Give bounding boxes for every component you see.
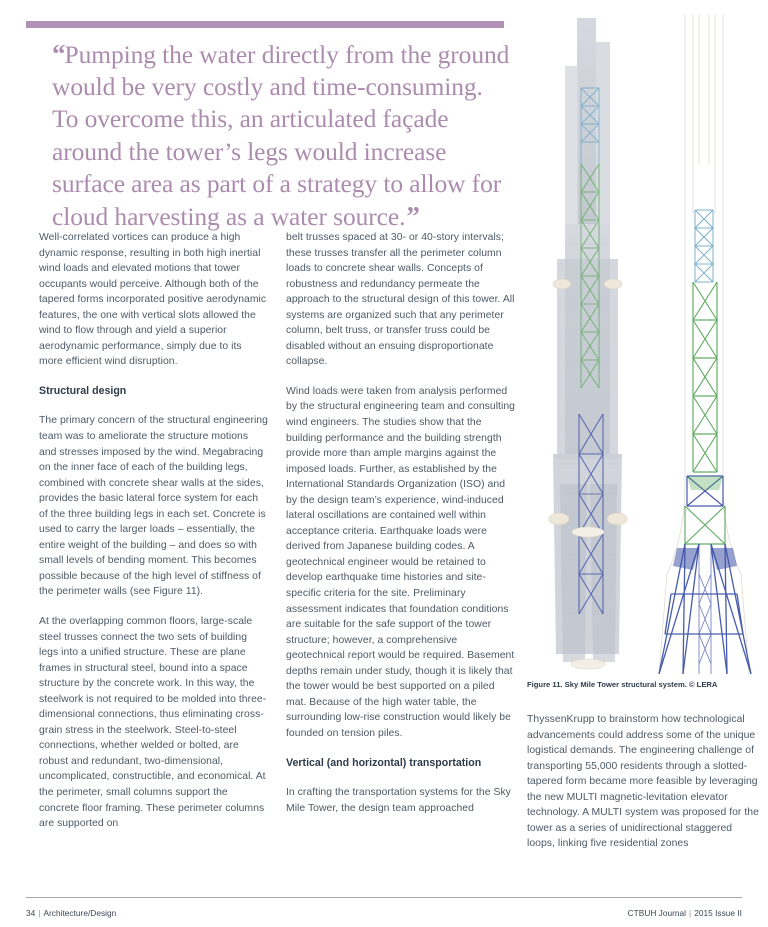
issue-label: 2015 Issue II [694, 908, 742, 918]
body-column-right [527, 712, 760, 852]
paragraph: At the overlapping common floors, large-scale steel trusses connect the two sets of building legs into a unified structure. These are plane frames in structural steel, bound into a space structure by the concrete work. In this way, the steelwork is not required to be molded into three-dimensional connections, thus eliminating cross-grain stress in the steelwork. Steel-to-steel connections, whether welded or bolted, are robust and redundant, two-dimensional, uncomplicated, constructible, and economical. At the perimeter, small columns support the concrete floor framing. These perimeter columns are supported on [39, 615, 267, 830]
pull-quote [52, 38, 514, 233]
quote-open-icon: “ [52, 39, 65, 69]
body-column-left [39, 230, 268, 832]
footer-left [26, 908, 116, 919]
body-column-middle [286, 230, 515, 816]
tower-wireframe-view [659, 14, 751, 674]
page-number: 34 [26, 908, 36, 918]
paragraph: Wind loads were taken from analysis performed by the structural engineering team and consulting wind engineers. The studies show that the building performance and the building strength provide more than ample margins against the imposed loads. Further, as established by the International Standards Organization (ISO) and by the design team’s experience, wind-induced lateral oscillations are contained well within acceptance criteria. Earthquake loads were derived from Japanese building codes. A geotechnical engineer would be retained to develop earthquake time histories and site-specific criteria for the site. Preliminary assessment indicates that foundation conditions are suitable for the safe support of the tower structure; however, a comprehensive geotechnical report would be required. Basement depths remain under study, though it is likely that the tower would be best supported on a piled mat. Because of the high water table, the surrounding low-rise construction would likely be founded on tension piles. [286, 385, 515, 739]
paragraph: The primary concern of the structural engineering team was to ameliorate the structure motions and stresses imposed by the wind. Megabracing on the inner face of each of the building legs, combined with concrete shear walls at the sides, provides the basic lateral force system for each of the three building legs in each set. Concrete is used to carry the larger loads – essentially, the entire weight of the building – and does so with small levels of bending moment. This becomes possible because of the high level of stiffness of the perimeter walls (see Figure 11). [39, 415, 268, 598]
paragraph: Well-correlated vortices can produce a high dynamic response, resulting in both high inertial wind loads and elevated motions that tower occupants would perceive. Although both of the tapered forms incorporated positive aerodynamic features, the one with vertical slots allowed the wind to flow through and yield a superior aerodynamic performance, simply due to its more efficient wind disruption. [39, 232, 267, 368]
top-accent-rule [26, 21, 504, 28]
section-heading-vertical-transportation: Vertical (and horizontal) transportation [286, 756, 482, 769]
footer-separator: | [689, 908, 692, 918]
figure-tower-structural-system [527, 14, 761, 674]
tower-rendering-svg [527, 14, 761, 674]
quote-close-icon: ” [406, 201, 419, 232]
section-heading-structural-design: Structural design [39, 384, 127, 397]
tower-massing-view [549, 18, 627, 669]
section-name: Architecture/Design [43, 908, 117, 918]
pull-quote-text: Pumping the water directly from the ground would be very costly and time-consuming. To overcome this, an articulated façade around the tower’s legs would increase surface area as part of a strategy to allow for cloud harvesting as a water source. [52, 40, 510, 232]
paragraph: In crafting the transportation systems for the Sky Mile Tower, the design team approached [286, 787, 511, 814]
footer-divider [26, 897, 742, 898]
paragraph: ThyssenKrupp to brainstorm how technological advancements could address some of the unique logistical demands. The engineering challenge of transporting 55,000 residents through a slotted-tapered form became more feasible by leveraging the new MULTI magnetic-levitation elevator technology. A MULTI system was proposed for the tower as a series of unidirectional staggered loops, linking five residential zones [527, 714, 759, 850]
footer-right [628, 908, 742, 919]
journal-name: CTBUH Journal [627, 908, 687, 918]
footer-separator: | [38, 908, 41, 918]
paragraph: belt trusses spaced at 30- or 40-story intervals; these trusses transfer all the perimeter column loads to concrete shear walls. Concepts of robustness and redundancy permeate the approach to the structural design of this tower. All systems are organized such that any perimeter column, belt truss, or transfer truss could be disabled without an ensuing disproportionate collapse. [286, 232, 515, 368]
figure-caption: Figure 11. Sky Mile Tower structural system. © LERA [527, 680, 718, 689]
